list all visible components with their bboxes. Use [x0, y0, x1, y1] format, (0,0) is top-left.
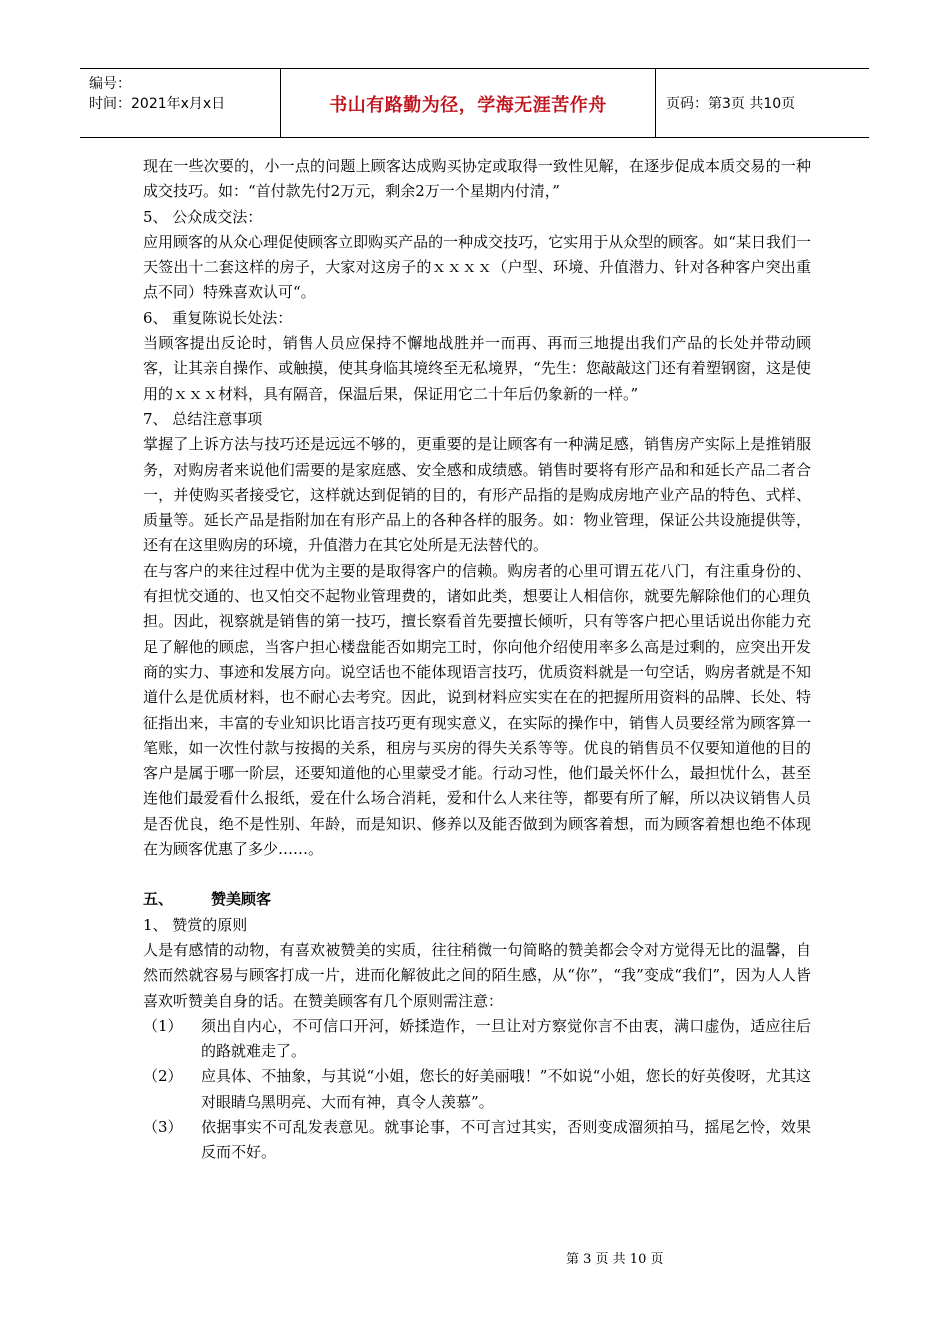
list-item	[143, 1115, 811, 1166]
header-page-cell	[656, 69, 869, 137]
item-number: （2）	[143, 1067, 183, 1086]
item-number: （1）	[143, 1016, 183, 1035]
item-text: 须出自内心，不可信口开河，娇揉造作，一旦让对方察觉你言不由衷，满口虚伪，适应往后的路就难走了。	[201, 1016, 811, 1061]
list-heading: 6、 重复陈说长处法：	[143, 308, 293, 327]
item-text: 依据事实不可乱发表意见。就事论事，不可言过其实，否则变成溜须拍马，摇尾乞怜，效果反而不好。	[201, 1117, 811, 1162]
paragraph: 当顾客提出反论时，销售人员应保持不懈地战胜并一而再、再而三地提出我们产品的长处并带动顾客，让其亲自操作、或触摸，使其身临其境终至无私境界，“先生：您敲敲这门还有着塑钢窗，这是使用的ｘｘｘ材料，具有隔音，保温后果，保证用它二十年后仍象新的一样。”	[143, 334, 811, 403]
subsection-heading: 1、 赞赏的原则	[143, 915, 248, 934]
section-title: 赞美顾客	[211, 890, 272, 909]
list-heading: 7、 总结注意事项	[143, 409, 263, 428]
date-label: 时间：2021年x月x日	[89, 96, 226, 112]
page-label: 页码：第3页 共10页	[666, 96, 796, 112]
paragraph: 掌握了上诉方法与技巧还是远远不够的，更重要的是让顾客有一种满足感，销售房产实际上是推销服务，对购房者来说他们需要的是家庭感、安全感和成绩感。销售时要将有形产品和和延长产品二者合一，并使购买者接受它，这样就达到促销的目的，有形产品指的是购成房地产业产品的特色、式样、质量等。延长产品是指附加在有形产品上的各种各样的服务。如：物业管理，保证公共设施提供等，还有在这里购房的环境，升值潜力在其它处所是无法替代的。	[143, 435, 811, 555]
paragraph: 应用顾客的从众心理促使顾客立即购买产品的一种成交技巧，它实用于从众型的顾客。如“某日我们一天签出十二套这样的房子，大家对这房子的ｘｘｘｘ（户型、环境、升值潜力、针对各种客户突出重点不同）特殊喜欢认可“。	[143, 232, 811, 302]
header-motto-cell	[281, 69, 656, 137]
list-item	[143, 1014, 811, 1065]
paragraph: 人是有感情的动物，有喜欢被赞美的实质，往往稍微一句简略的赞美都会令对方觉得无比的温馨，自然而然就容易与顾客打成一片，进而化解彼此之间的陌生感，从“你”，“我”变成“我们”，因为人人皆喜欢听赞美自身的话。在赞美顾客有几个原则需注意：	[143, 940, 811, 1010]
section-heading	[143, 887, 811, 912]
document-header	[80, 68, 869, 138]
page-footer: 第 3 页 共 10 页	[566, 1252, 664, 1267]
code-label: 编号：	[89, 76, 131, 92]
document-body	[143, 154, 811, 1166]
motto: 书山有路勤为径，学海无涯苦作舟	[329, 95, 607, 116]
list-item	[143, 1064, 811, 1115]
paragraph: 在与客户的来往过程中优为主要的是取得客户的信赖。购房者的心里可谓五花八门，有注重身份的、有担忧交通的、也又怕交不起物业管理费的，诸如此类，想要让人相信你，就要先解除他们的心理负担。因此，视察就是销售的第一技巧，擅长察看首先要擅长倾听，只有等客户把心里话说出你能力充足了解他的顾虑，当客户担心楼盘能否如期完工时，你向他介绍使用率多么高是过剩的，应突出开发商的实力、事迹和发展方向。说空话也不能体现语言技巧，优质资料就是一句空话，购房者就是不知道什么是优质材料，也不耐心去考究。因此，说到材料应实实在在的把握所用资料的品牌、长处、特征指出来，丰富的专业知识比语言技巧更有现实意义，在实际的操作中，销售人员要经常为顾客算一笔账，如一次性付款与按揭的关系，租房与买房的得失关系等等。优良的销售员不仅要知道他的目的客户是属于哪一阶层，还要知道他的心里蒙受才能。行动习性，他们最关怀什么，最担忧什么，甚至连他们最爱看什么报纸，爱在什么场合消耗，爱和什么人来往等，都要有所了解，所以决议销售人员是否优良，绝不是性别、年龄，而是知识、修养以及能否做到为顾客着想，而为顾客着想也绝不体现在为顾客优惠了多少……。	[143, 561, 811, 859]
section-number: 五、	[143, 890, 174, 909]
header-meta-cell	[80, 69, 281, 137]
list-heading: 5、 公众成交法：	[143, 207, 263, 226]
item-text: 应具体、不抽象，与其说“小姐，您长的好美丽哦！”不如说“小姐，您长的好英俊呀，尤其这对眼睛乌黑明亮、大而有神，真令人羡慕”。	[201, 1067, 811, 1111]
paragraph: 现在一些次要的，小一点的问题上顾客达成购买协定或取得一致性见解，在逐步促成本质交易的一种成交技巧。如：“首付款先付2万元，剩余2万一个星期内付清，”	[143, 157, 811, 201]
item-number: （3）	[143, 1117, 183, 1136]
